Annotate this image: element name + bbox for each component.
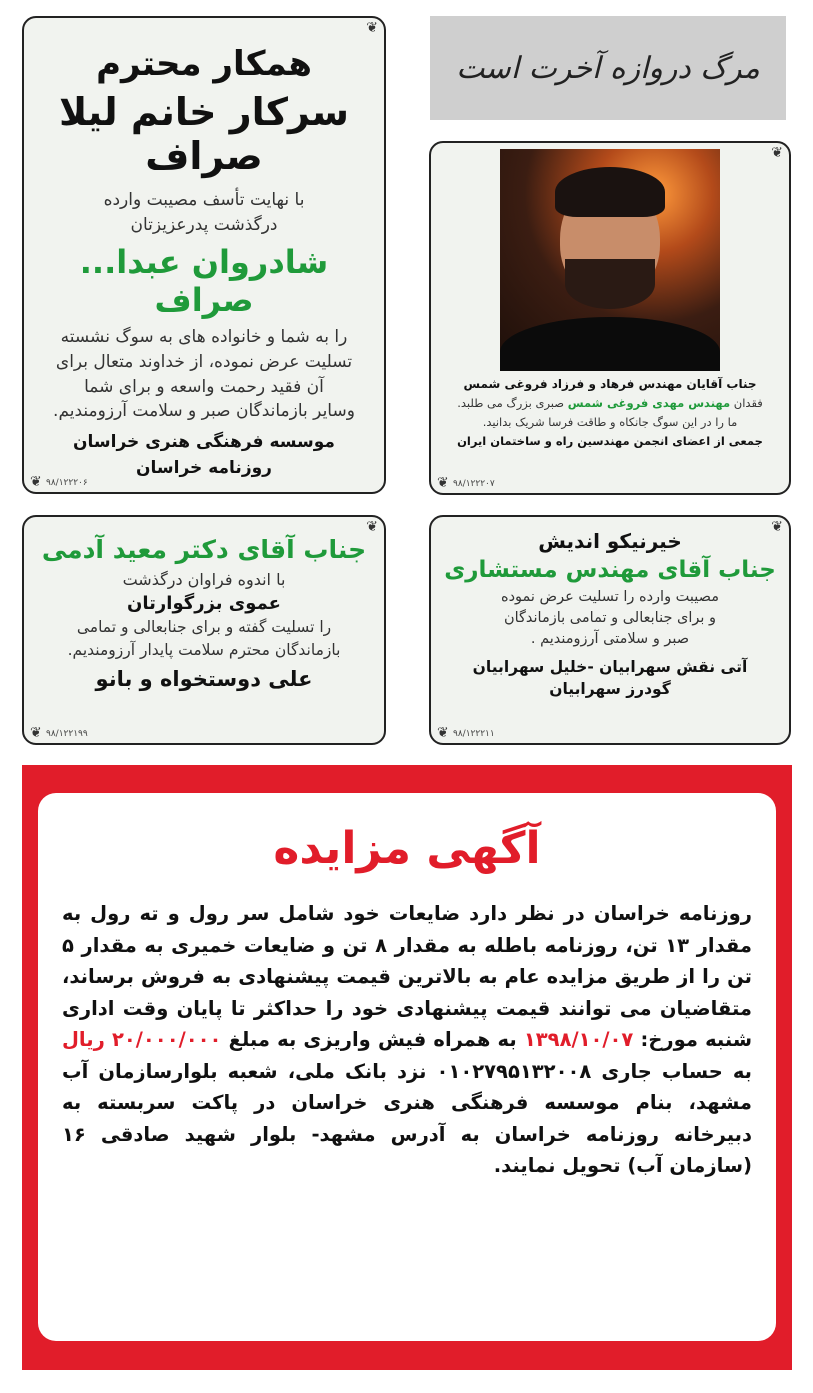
auction-content <box>38 793 776 1341</box>
notice-recipient: جناب آقای دکتر معید آدمی <box>41 535 367 564</box>
corner-ornament-icon: ❦ <box>437 725 449 741</box>
notice-signer: روزنامه خراسان <box>136 457 272 478</box>
corner-ornament-icon: ❦ <box>366 519 378 535</box>
notice-body-line: بازماندگان محترم سلامت پایدار آرزومندیم. <box>67 640 341 659</box>
notice-body-line: را تسلیت گفته و برای جنابعالی و تمامی <box>76 618 332 637</box>
auction-deposit-amount: ۲۰/۰۰۰/۰۰۰ ریال <box>62 1028 222 1051</box>
ad-code: ۹۸/۱۲۲۲۰۶ <box>46 478 88 488</box>
notice-heading: همکار محترم <box>96 44 312 84</box>
auction-text: روزنامه خراسان در نظر دارد ضایعات خود شامل سر رول و ته رول به مقدار ۱۳ تن، روزنامه باطله به مقدار ۸ تن و ضایعات خمیری به مقدار ۵ تن را از طریق مزایده عام به بالاترین قیمت پیشنهادی به فروش برساند، متقاضیان می توانند قیمت پیشنهادی خود را حداکثر تا پایان وقت اداری شنبه مورخ: <box>62 902 753 1051</box>
corner-ornament-icon: ❦ <box>30 474 42 490</box>
auction-text: به همراه فیش واریزی به مبلغ <box>228 1028 517 1051</box>
notice-recipient: جناب آقای مهندس مستشاری <box>444 557 776 583</box>
quote-text: مرگ دروازه آخرت است <box>456 50 760 86</box>
notice-signer: موسسه فرهنگی هنری خراسان <box>73 431 335 452</box>
ad-code: ۹۸/۱۲۲۲۱۱ <box>453 729 495 739</box>
quote-banner <box>430 16 786 120</box>
auction-body <box>62 898 752 1182</box>
notice-signer: جمعی از اعضای انجمن مهندسین راه و ساختمان ایران <box>457 434 763 448</box>
deceased-name: شادروان عبدا... صراف <box>79 243 329 320</box>
portrait-photo <box>500 149 720 371</box>
notice-text: صبری بزرگ می طلبد. <box>457 396 565 410</box>
auction-deadline-date: ۱۳۹۸/۱۰/۰۷ <box>523 1028 634 1051</box>
notice-body-line: را به شما و خانواده های به سوگ نشسته <box>60 327 348 348</box>
corner-ornament-icon: ❦ <box>437 475 449 491</box>
notice-body-line: آن فقید رحمت واسعه و برای شما <box>84 376 324 397</box>
notice-body-line: صبر و سلامتی آرزومندیم . <box>530 631 690 648</box>
notice-recipient: سرکار خانم لیلا صراف <box>58 90 350 178</box>
deceased-name: مهندس مهدی فروغی شمس <box>567 396 731 410</box>
notice-body-line: وسایر بازماندگان صبر و سلامت آرزومندیم. <box>53 401 355 422</box>
condolence-notice-adami <box>22 515 386 745</box>
notice-body-line: و برای جنابعالی و تمامی بازماندگان <box>503 610 717 627</box>
notice-line: با اندوه فراوان درگذشت <box>122 570 286 589</box>
notice-line: با نهایت تأسف مصیبت وارده <box>103 190 305 210</box>
ad-code: ۹۸/۱۲۲۱۹۹ <box>46 729 88 739</box>
notice-line: درگذشت پدرعزیزتان <box>130 214 278 235</box>
notice-signer: گودرز سهرابیان <box>549 680 671 699</box>
notice-text: فقدان <box>733 396 763 410</box>
notice-org: خیرنیکو اندیش <box>538 529 682 553</box>
corner-ornament-icon: ❦ <box>771 145 783 161</box>
corner-ornament-icon: ❦ <box>771 519 783 535</box>
auction-text: به حساب جاری ۰۱۰۲۷۹۵۱۳۲۰۰۸ نزد بانک ملی، شعبه بلوارسازمان آب مشهد، بنام موسسه فرهنگی هنری خراسان در پاکت سربسته به دبیرخانه روزنامه خراسان به آدرس مشهد- بلوار شهید صادقی ۱۶ (سازمان آب) تحویل نمایند. <box>62 1059 752 1177</box>
corner-ornament-icon: ❦ <box>366 20 378 36</box>
condolence-notice-mostashari <box>429 515 791 745</box>
notice-body-line: تسلیت عرض نموده، از خداوند متعال برای <box>55 351 353 372</box>
auction-notice <box>22 765 792 1370</box>
notice-signer: علی دوستخواه و بانو <box>95 667 313 692</box>
auction-title: آگهی مزایده <box>273 823 541 874</box>
notice-relation: عموی بزرگوارتان <box>127 593 281 615</box>
corner-ornament-icon: ❦ <box>30 725 42 741</box>
notice-line <box>439 396 781 410</box>
notice-body-line: مصیبت وارده را تسلیت عرض نموده <box>500 589 720 605</box>
condolence-notice-sarraf <box>22 16 386 494</box>
condolence-notice-foroughi <box>429 141 791 495</box>
ad-code: ۹۸/۱۲۲۲۰۷ <box>453 479 495 489</box>
notice-caption: جناب آقایان مهندس فرهاد و فرزاد فروغی شمس <box>463 377 757 391</box>
notice-line: ما را در این سوگ جانکاه و طاقت فرسا شریک بدانید. <box>482 415 738 429</box>
notice-signer: آتی نقش سهرابیان -خلیل سهرابیان <box>472 658 748 677</box>
